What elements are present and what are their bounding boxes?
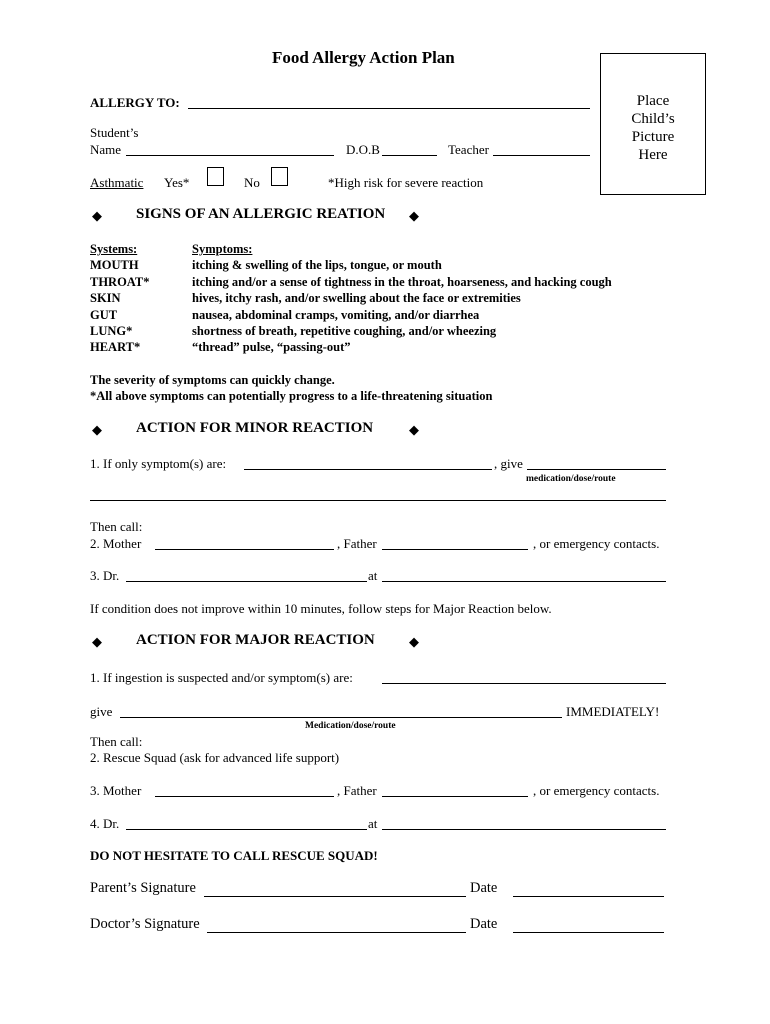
rescue-squad-step: 2. Rescue Squad (ask for advanced life support) [90, 750, 340, 765]
no-label: No [244, 175, 260, 190]
major-dr-label: 4. Dr. [90, 816, 120, 831]
asthmatic-no-checkbox[interactable] [271, 167, 288, 186]
system-cell: THROAT* [90, 274, 150, 289]
doctor-date-label: Date [470, 916, 498, 932]
page-title: Food Allergy Action Plan [272, 48, 455, 67]
system-cell: SKIN [90, 291, 121, 306]
major-dr-field[interactable] [126, 829, 367, 830]
dob-field[interactable] [382, 155, 437, 156]
major-med-caption: Medication/dose/route [305, 721, 396, 731]
minor-father-label: , Father [337, 536, 377, 551]
major-father-label: , Father [337, 783, 377, 798]
major-step1-label: 1. If ingestion is suspected and/or symptom(s) are: [90, 670, 353, 685]
student-label: Student’s [90, 125, 139, 140]
minor-medication-field-continued[interactable] [90, 500, 666, 501]
symptom-cell: itching & swelling of the lips, tongue, or mouth [192, 258, 442, 273]
major-dr-phone-field[interactable] [382, 829, 666, 830]
photo-box-line: Here [638, 147, 668, 163]
diamond-bullet-icon: ◆ [92, 422, 102, 437]
allergy-to-field[interactable] [188, 108, 590, 109]
photo-box-line: Picture [631, 129, 675, 145]
parent-date-label: Date [470, 880, 498, 896]
major-then-call: Then call: [90, 734, 143, 749]
minor-dr-phone-field[interactable] [382, 581, 666, 582]
progress-note: *All above symptoms can potentially progress to a life-threatening situation [90, 389, 493, 403]
diamond-bullet-icon: ◆ [409, 634, 419, 649]
minor-dr-field[interactable] [126, 581, 367, 582]
system-cell: GUT [90, 307, 118, 322]
diamond-bullet-icon: ◆ [92, 208, 102, 223]
minor-mother-label: 2. Mother [90, 536, 142, 551]
symptom-cell: nausea, abdominal cramps, vomiting, and/or diarrhea [192, 307, 480, 322]
doctor-signature-field[interactable] [207, 932, 466, 933]
dob-label: D.O.B [346, 142, 380, 157]
parent-signature-field[interactable] [204, 896, 466, 897]
minor-give-label: , give [494, 456, 523, 471]
major-at-label: at [368, 816, 378, 831]
allergy-to-label: ALLERGY TO: [90, 95, 180, 110]
student-name-field[interactable] [126, 155, 334, 156]
system-cell: HEART* [90, 340, 141, 355]
name-label: Name [90, 142, 122, 157]
asthmatic-yes-checkbox[interactable] [207, 167, 224, 186]
diamond-bullet-icon: ◆ [409, 208, 419, 223]
minor-dr-label: 3. Dr. [90, 568, 120, 583]
severity-note: The severity of symptoms can quickly change. [90, 373, 335, 387]
asthmatic-label: Asthmatic [90, 175, 144, 190]
parent-date-field[interactable] [513, 896, 664, 897]
major-mother-label: 3. Mother [90, 783, 142, 798]
symptoms-header: Symptoms: [192, 242, 253, 256]
major-give-label: give [90, 704, 113, 719]
symptom-cell: itching and/or a sense of tightness in the throat, hoarseness, and hacking cough [192, 274, 612, 289]
systems-column [90, 241, 150, 356]
major-symptoms-field[interactable] [382, 683, 666, 684]
minor-at-label: at [368, 568, 378, 583]
major-medication-field[interactable] [120, 717, 562, 718]
minor-symptoms-field[interactable] [244, 469, 492, 470]
minor-mother-field[interactable] [155, 549, 334, 550]
symptom-cell: “thread” pulse, “passing-out” [192, 340, 351, 355]
major-emergency-label: , or emergency contacts. [533, 783, 660, 798]
minor-then-call: Then call: [90, 519, 143, 534]
diamond-bullet-icon: ◆ [92, 634, 102, 649]
minor-med-caption: medication/dose/route [526, 474, 616, 484]
signs-heading: SIGNS OF AN ALLERGIC REATION [136, 206, 386, 222]
major-mother-field[interactable] [155, 796, 334, 797]
doctor-signature-label: Doctor’s Signature [90, 916, 200, 932]
teacher-field[interactable] [493, 155, 590, 156]
symptom-cell: hives, itchy rash, and/or swelling about the face or extremities [192, 291, 521, 306]
do-not-hesitate-note: DO NOT HESITATE TO CALL RESCUE SQUAD! [90, 848, 378, 863]
diamond-bullet-icon: ◆ [409, 422, 419, 437]
teacher-label: Teacher [448, 142, 489, 157]
yes-label: Yes* [164, 175, 190, 190]
minor-medication-field[interactable] [527, 469, 666, 470]
immediately-label: IMMEDIATELY! [566, 704, 660, 719]
symptom-cell: shortness of breath, repetitive coughing, and/or wheezing [192, 324, 497, 339]
photo-box-line: Place [636, 93, 670, 109]
minor-step1-label: 1. If only symptom(s) are: [90, 456, 227, 471]
doctor-date-field[interactable] [513, 932, 664, 933]
child-picture-placeholder[interactable] [600, 53, 706, 195]
improve-note: If condition does not improve within 10 minutes, follow steps for Major Reaction below. [90, 601, 552, 616]
systems-header: Systems: [90, 242, 138, 256]
photo-box-line: Child’s [631, 111, 675, 127]
parent-signature-label: Parent’s Signature [90, 880, 196, 896]
system-cell: LUNG* [90, 324, 133, 339]
major-father-field[interactable] [382, 796, 528, 797]
minor-reaction-heading: ACTION FOR MINOR REACTION [136, 420, 374, 436]
system-cell: MOUTH [90, 258, 139, 273]
symptoms-column [192, 241, 612, 356]
minor-father-field[interactable] [382, 549, 528, 550]
major-reaction-heading: ACTION FOR MAJOR REACTION [136, 632, 375, 648]
high-risk-note: *High risk for severe reaction [328, 175, 484, 190]
minor-emergency-label: , or emergency contacts. [533, 536, 660, 551]
